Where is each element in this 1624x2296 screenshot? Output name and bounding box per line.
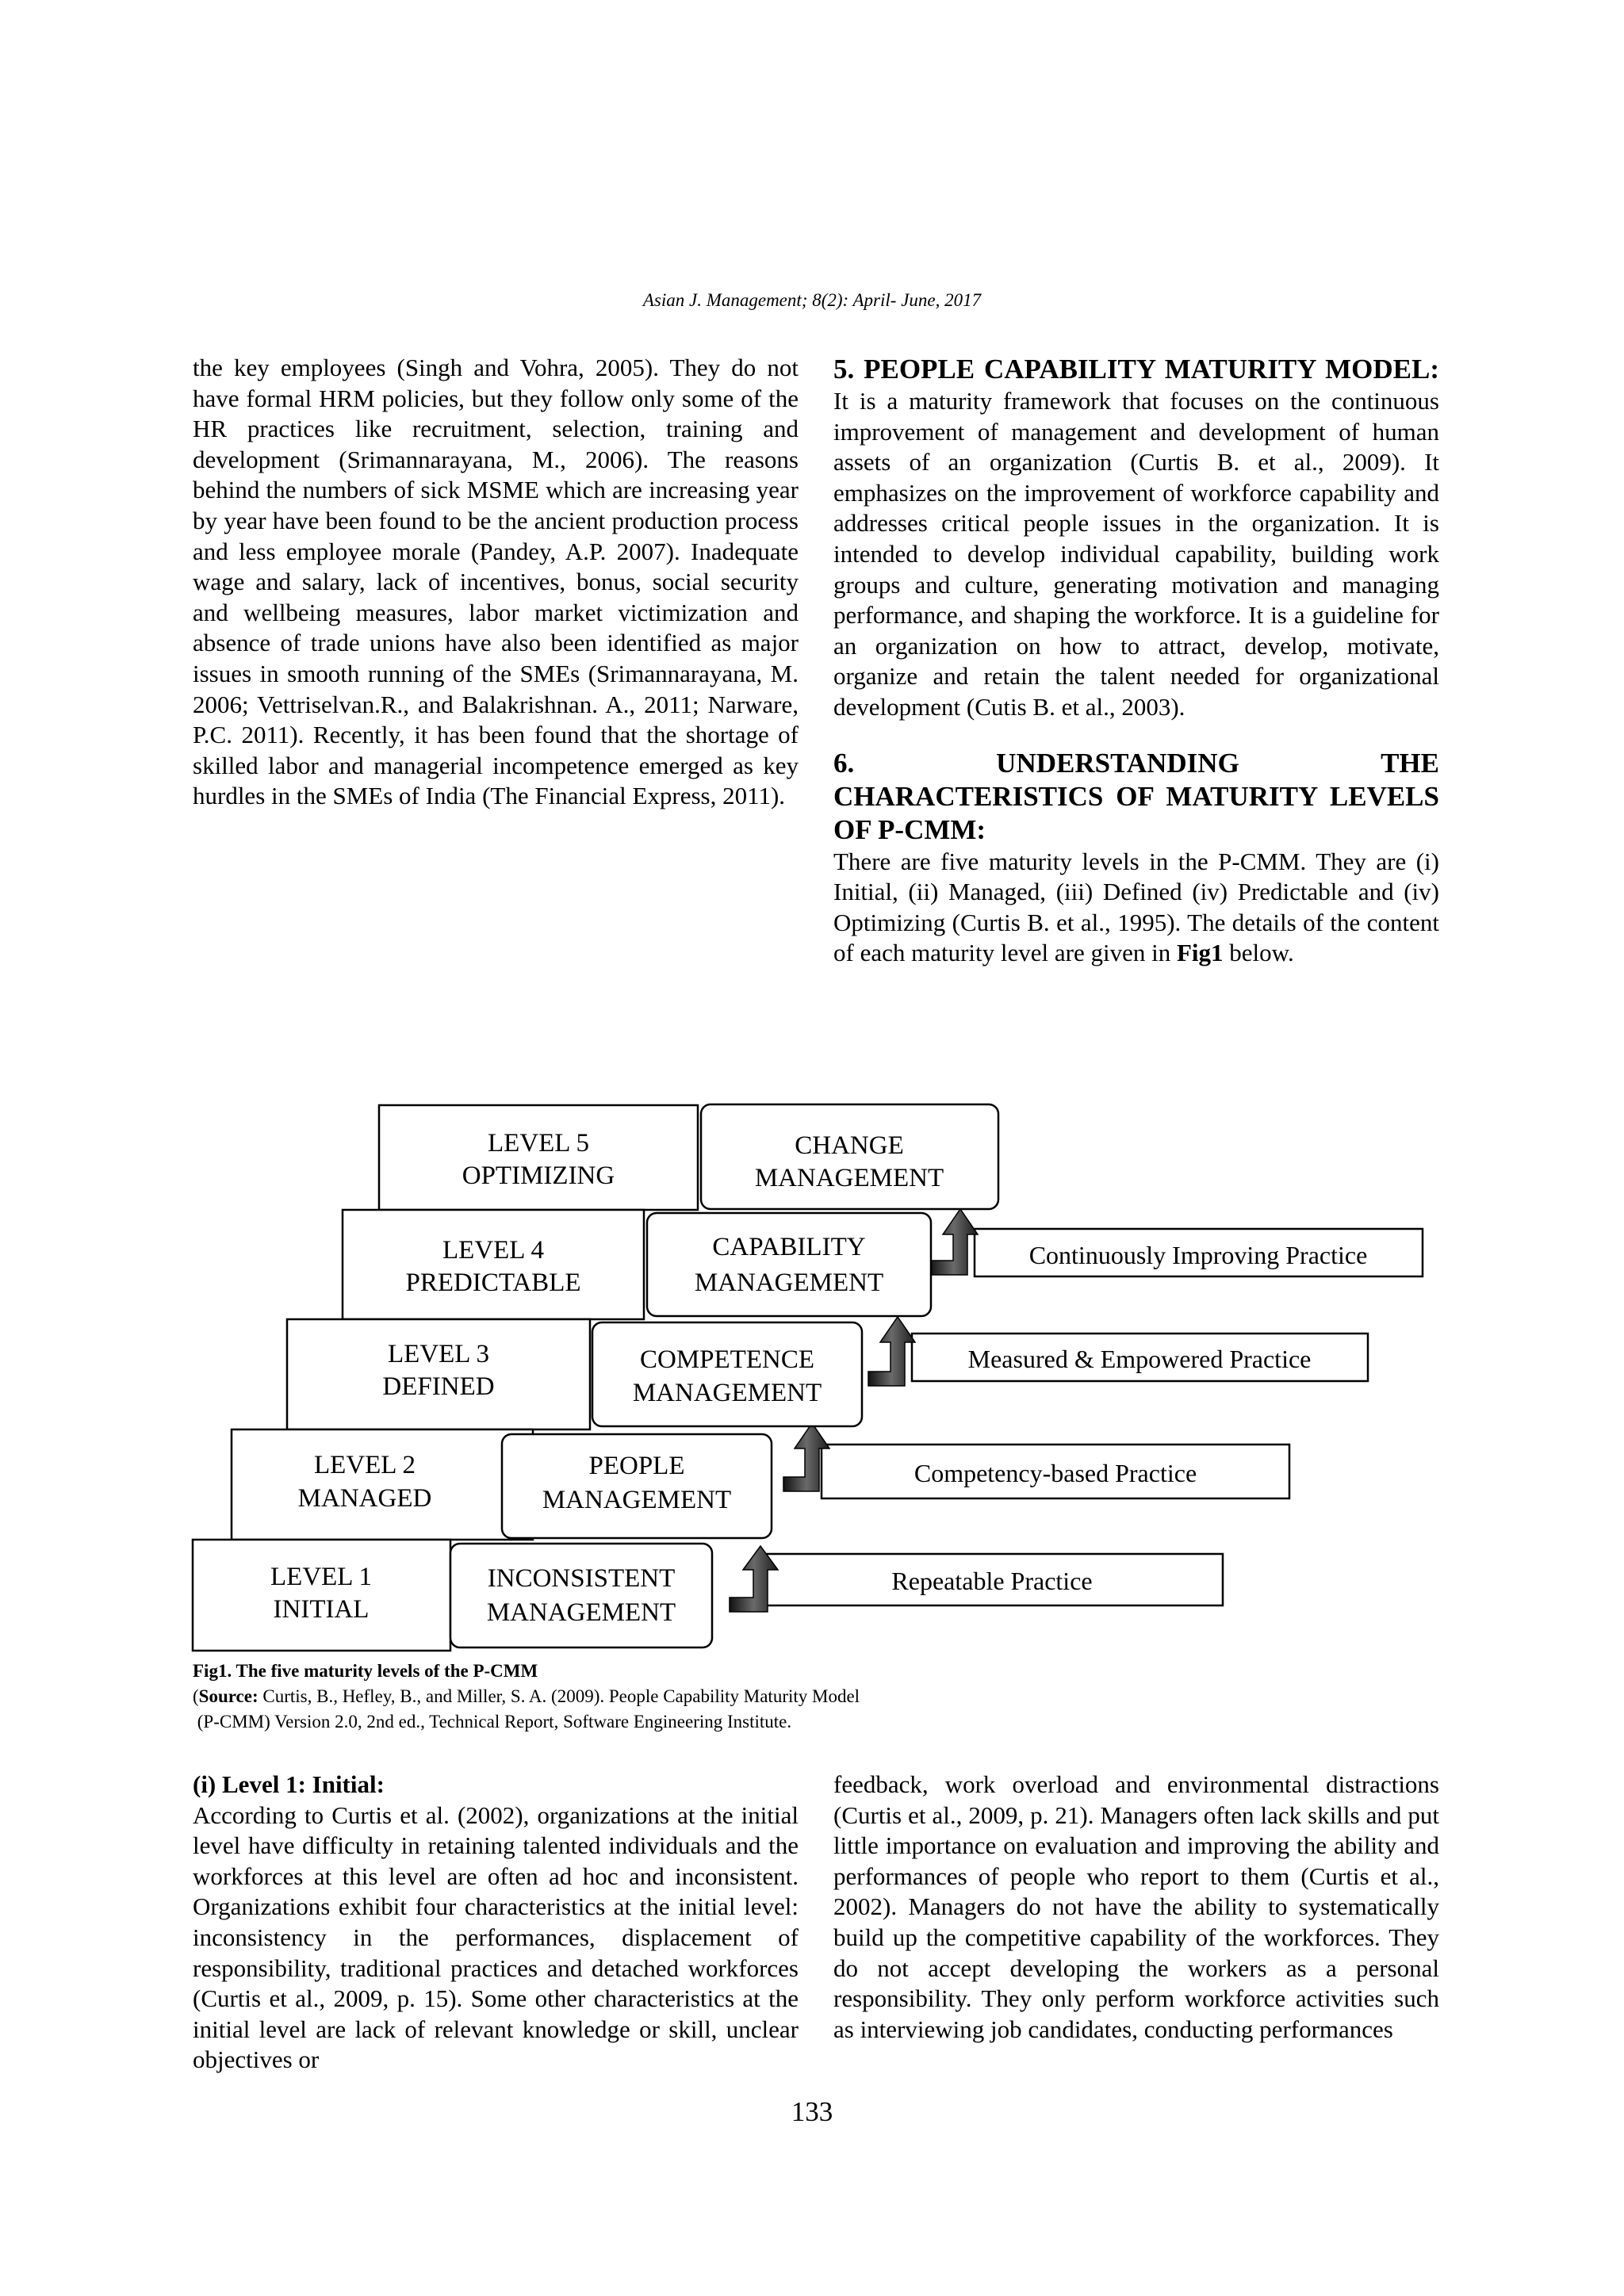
figure-source-text: Curtis, B., Hefley, B., and Miller, S. A. (2009). People Capability Maturity Model xyxy=(258,1686,860,1706)
management-2-line2: MANAGEMENT xyxy=(542,1486,732,1514)
figure-caption-title: Fig1. The five maturity levels of the P-CMM xyxy=(193,1661,538,1681)
figure-caption: Fig1. The five maturity levels of the P-CMM (Source: Curtis, B., Hefley, B., and Miller, S. A. (2009). People Capability Maturity Model (P-CMM) Version 2.0, 2nd ed., Technical Report, Software Engineering Institute. xyxy=(193,1661,860,1732)
maturity-diagram xyxy=(182,1098,1435,1653)
management-2-line1: PEOPLE xyxy=(588,1452,685,1480)
practice-1-label: Repeatable Practice xyxy=(891,1567,1093,1595)
level-1-heading: (i) Level 1: Initial: xyxy=(193,1770,385,1798)
level-2-name: MANAGED xyxy=(297,1484,432,1513)
level-box-2 xyxy=(232,1429,533,1540)
left-column-top xyxy=(193,353,799,812)
figure-source-text-line2: (P-CMM) Version 2.0, 2nd ed., Technical Report, Software Engineering Institute. xyxy=(197,1712,792,1732)
management-box-4 xyxy=(647,1213,931,1316)
right-column-bottom xyxy=(833,1770,1439,2045)
level-box-1 xyxy=(193,1540,450,1651)
level-1-title: LEVEL 1 xyxy=(270,1563,372,1591)
left-column-bottom xyxy=(193,1770,799,2076)
management-3-line2: MANAGEMENT xyxy=(632,1379,822,1407)
level-1-name: INITIAL xyxy=(273,1595,370,1624)
section-5-heading: 5. PEOPLE CAPABILITY MATURITY MODEL: xyxy=(833,354,1439,385)
level-5-title: LEVEL 5 xyxy=(488,1129,589,1158)
practice-2-label: Competency-based Practice xyxy=(914,1459,1197,1487)
management-4-line1: CAPABILITY xyxy=(712,1233,866,1261)
section-6-body-end: below. xyxy=(1223,939,1294,967)
level-3-name: DEFINED xyxy=(382,1372,495,1401)
arrow-4-to-5 xyxy=(929,1209,978,1275)
practice-box-4 xyxy=(975,1229,1423,1276)
body-paragraph: the key employees (Singh and Vohra, 2005). They do not have formal HRM policies, but they follow only some of the HR practices like recruitment, selection, training and development (Srimannarayana, M., 2006). The reasons behind the numbers of sick MSME which are increasing year by year have been found to be the ancient production process and less employee morale (Pandey, A.P. 2007). Inadequate wage and salary, lack of incentives, bonus, social security and wellbeing measures, labor market victimization and absence of trade unions have also been identified as major issues in smooth running of the SMEs (Srimannarayana, M. 2006; Vettriselvan.R., and Balakrishnan. A., 2011; Narware, P.C. 2011). Recently, it has been found that the shortage of skilled labor and managerial incompetence emerged as key hurdles in the SMEs of India (The Financial Express, 2011). xyxy=(193,354,799,810)
figure-source-label: Source: xyxy=(198,1686,259,1706)
running-header: Asian J. Management; 8(2): April- June, 2017 xyxy=(642,290,982,310)
practice-4-label: Continuously Improving Practice xyxy=(1028,1241,1368,1269)
management-box-5 xyxy=(701,1104,998,1209)
section-6-body xyxy=(833,847,1439,969)
practice-box-1 xyxy=(761,1554,1223,1605)
practice-3-label: Measured & Empowered Practice xyxy=(967,1345,1312,1373)
practice-box-2 xyxy=(822,1445,1289,1498)
page-number: 133 xyxy=(791,2096,833,2127)
level-box-3 xyxy=(287,1319,590,1429)
maturity-levels-figure xyxy=(182,1098,1435,1653)
management-5-line1: CHANGE xyxy=(795,1131,904,1160)
management-3-line1: COMPETENCE xyxy=(639,1345,815,1374)
right-column-top xyxy=(833,353,1439,969)
level-4-title: LEVEL 4 xyxy=(442,1236,544,1265)
management-box-1 xyxy=(450,1544,712,1647)
practice-box-3 xyxy=(912,1334,1368,1381)
management-box-3 xyxy=(592,1322,862,1426)
level-5-name: OPTIMIZING xyxy=(462,1161,615,1190)
arrow-3-to-4 xyxy=(868,1317,915,1386)
level-1-body-right: feedback, work overload and environmental distractions (Curtis et al., 2009, p. 21). Managers often lack skills and put little importance on evaluation and improving the ability and performances of people who report to them (Curtis et al., 2002). Managers do not have the ability to systematically build up the competitive capability of the workforces. They do not accept developing the workers as a personal responsibility. They only perform workforce activities such as interviewing job candidates, conducting performances xyxy=(833,1770,1439,2043)
level-box-5 xyxy=(379,1105,698,1210)
management-4-line2: MANAGEMENT xyxy=(694,1269,884,1297)
section-6-body-text: There are five maturity levels in the P-CMM. They are (i) Initial, (ii) Managed, (iii) Defined (iv) Predictable and (iv) Optimizing (Curtis B. et al., 1995). The details of the content of each maturity level are given in xyxy=(833,847,1439,967)
section-6-heading: 6. UNDERSTANDING THE CHARACTERISTICS OF MATURITY LEVELS OF P-CMM: xyxy=(833,747,1439,845)
management-1-line2: MANAGEMENT xyxy=(486,1598,676,1627)
level-4-name: PREDICTABLE xyxy=(405,1269,581,1297)
level-box-4 xyxy=(343,1210,644,1319)
figure-reference: Fig1 xyxy=(1176,939,1224,967)
management-1-line1: INCONSISTENT xyxy=(487,1564,676,1593)
level-3-title: LEVEL 3 xyxy=(388,1340,489,1368)
section-5-body: It is a maturity framework that focuses on the continuous improvement of management and development of human assets of an organization (Curtis B. et al., 2009). It emphasizes on the improvement of workforce capability and addresses critical people issues in the organization. It is intended to develop individual capability, building work groups and culture, generating motivation and managing performance, and shaping the workforce. It is a guideline for an organization on how to attract, develop, motivate, organize and retain the talent needed for organizational development (Cutis B. et al., 2003). xyxy=(833,387,1439,721)
level-2-title: LEVEL 2 xyxy=(314,1451,416,1479)
management-box-2 xyxy=(502,1434,772,1538)
management-5-line2: MANAGEMENT xyxy=(754,1164,944,1192)
level-1-body-left: According to Curtis et al. (2002), organizations at the initial level have difficulty in retaining talented individuals and the workforces at this level are often ad hoc and inconsistent. Organizations exhibit four characteristics at the initial level: inconsistency in the performances, displacement of responsibility, traditional practices and detached workforces (Curtis et al., 2009, p. 15). Some other characteristics at the initial level are lack of relevant knowledge or skill, unclear objectives or xyxy=(193,1800,799,2074)
